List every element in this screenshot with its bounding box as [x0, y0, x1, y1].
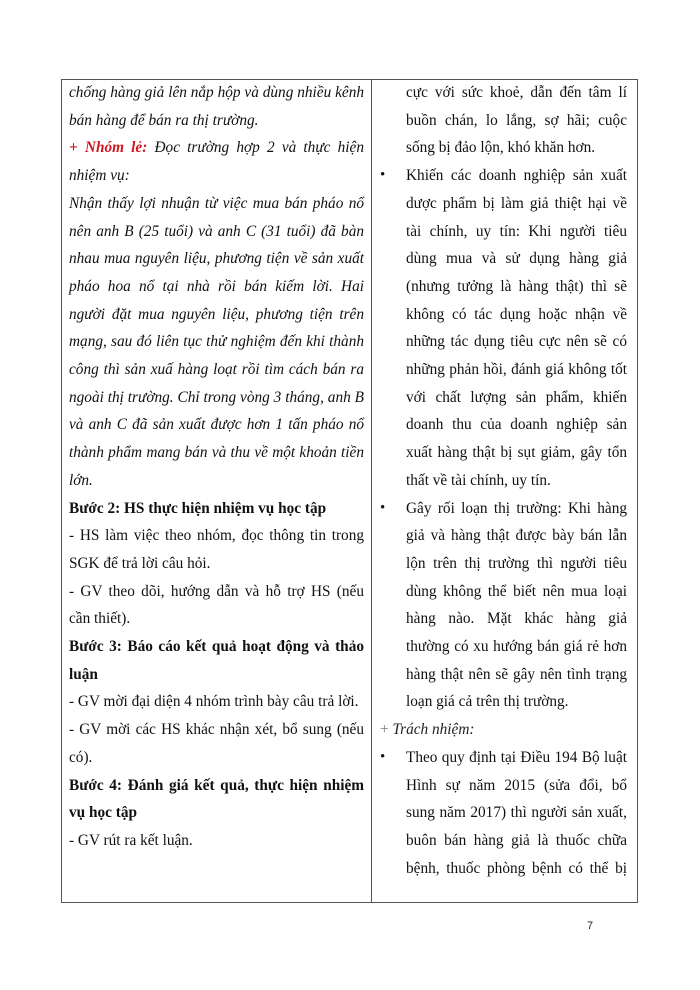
left-column	[62, 80, 372, 902]
responsibility-heading	[380, 716, 627, 744]
bullet-text: Theo quy định tại Điều 194 Bộ luật Hình sự năm 2015 (sửa đổi, bổ sung năm 2017) thì người sản xuất, buôn bán hàng giả là thuốc chữa bệnh, thuốc phòng bệnh có thể bị	[406, 748, 627, 877]
bullet-icon: •	[380, 748, 386, 765]
bullet-icon: •	[380, 499, 386, 516]
intro-text: chống hàng giả lên nắp hộp và dùng nhiều kênh bán hàng để bán ra thị trường.	[69, 84, 364, 129]
bullet-text: Khiến các doanh nghiệp sản xuất dược phẩm bị làm giả thiệt hại về tài chính, uy tín: Khi người tiêu dùng mua và sử dụng hàng giả (nhưng tưởng là hàng thật) thì sẽ không có tác dụng hoặc nhận về những tác dụng tiêu cực nên sẽ có những phản hồi, đánh giá không tốt với chất lượng sản phẩm, khiến doanh thu của doanh nghiệp sản xuất hàng thật bị sụt giảm, gây tổn thất về tài chính, uy tín.	[406, 167, 627, 489]
case-study-text: Nhận thấy lợi nhuận từ việc mua bán pháo nổ nên anh B (25 tuổi) và anh C (31 tuổi) đã bàn nhau mua nguyên liệu, phương tiện về sản xuất pháo hoa nổ tại nhà rồi bán kiếm lời. Hai người đặt mua nguyên liệu, phương tiện trên mạng, sau đó liên tục thử nghiệm đến khi thành công thì sản xuấ hàng loạt rồi tìm cách bán ra ngoài thị trường. Chỉ trong vòng 3 tháng, anh B và anh C đã sản xuất được hơn 1 tấn pháo nổ thành phẩm mang bán và thu về một khoản tiền lớn.	[69, 194, 364, 489]
bullet-item	[380, 162, 627, 494]
responsibility-label: Trách nhiệm:	[388, 721, 475, 739]
bullet-text: Gây rối loạn thị trường: Khi hàng giả và hàng thật được bày bán lẫn lộn trên thị trường thì người tiêu dùng không thể biết nên mua loại hàng nào. Mặt khác hàng giả thường có xu hướng bán giá rẻ hơn hàng thật nên sẽ gây nên tình trạng loạn giá cả trên thị trường.	[406, 499, 627, 711]
step3-heading: Bước 3: Báo cáo kết quả hoạt động và thảo luận	[69, 638, 364, 683]
step4-heading: Bước 4: Đánh giá kết quả, thực hiện nhiệm vụ học tập	[69, 776, 364, 822]
bullet-icon: •	[380, 167, 386, 184]
group-odd-label: + Nhóm lẻ:	[69, 139, 148, 157]
lesson-table	[61, 79, 638, 903]
plus-icon: +	[380, 721, 389, 739]
step2-heading: Bước 2: HS thực hiện nhiệm vụ học tập	[69, 499, 327, 517]
step4-item: - GV rút ra kết luận.	[69, 831, 193, 849]
right-column	[372, 80, 637, 902]
group-odd-instruction: Đọc trường hợp 2 và thực hiện nhiệm vụ:	[69, 139, 364, 185]
step2-item: - HS làm việc theo nhóm, đọc thông tin trong SGK để trả lời câu hỏi.	[69, 527, 364, 572]
page-number: 7	[587, 920, 594, 932]
bullet-item	[380, 495, 627, 717]
step3-item: - GV mời đại diện 4 nhóm trình bày câu trả lời.	[69, 693, 359, 711]
bullet-item	[380, 744, 627, 883]
step3-item: - GV mời các HS khác nhận xét, bổ sung (nếu có).	[69, 721, 364, 766]
continued-text: cực với sức khoẻ, dẫn đến tâm lí buồn chán, lo lắng, sợ hãi; cuộc sống bị đảo lộn, khó khăn hơn.	[406, 84, 627, 157]
step2-item: - GV theo dõi, hướng dẫn và hỗ trợ HS (nếu cần thiết).	[69, 582, 364, 628]
group-odd-paragraph	[69, 134, 364, 189]
